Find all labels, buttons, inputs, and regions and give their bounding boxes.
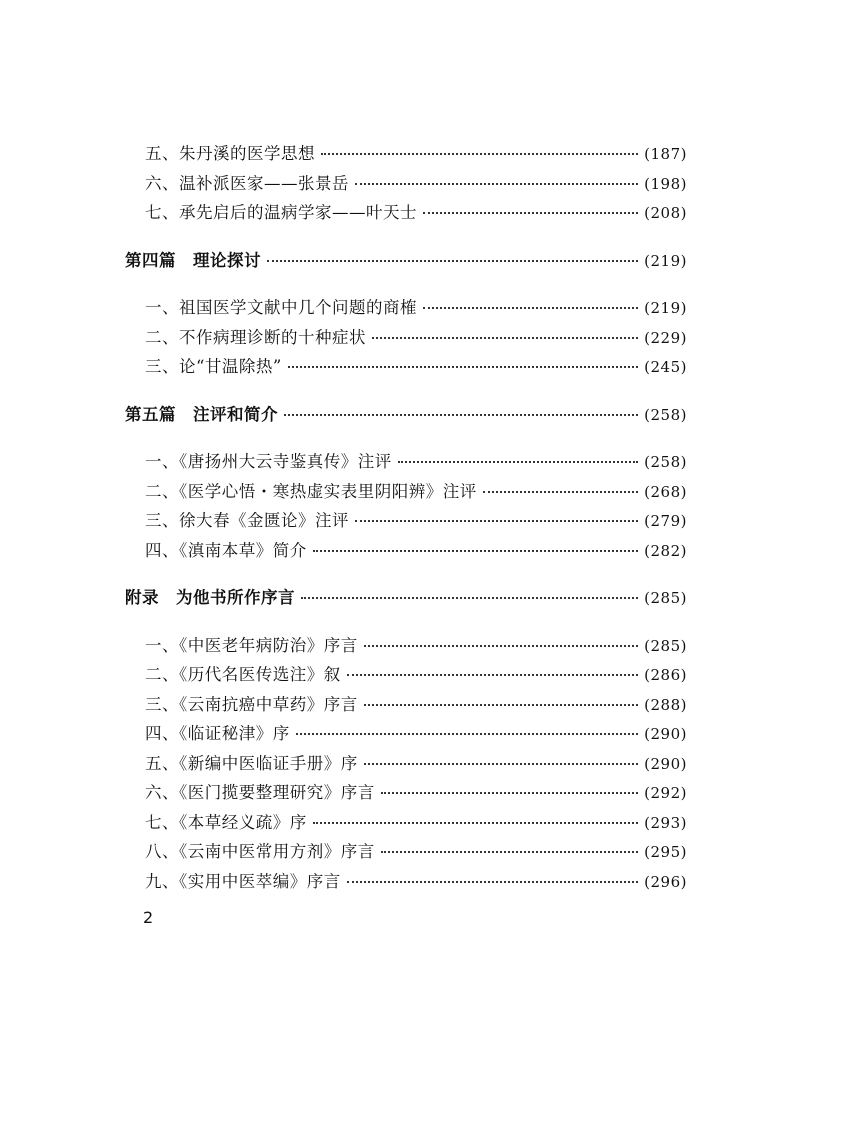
dot-leader — [355, 520, 638, 522]
dot-leader — [364, 763, 638, 765]
toc-entry[interactable] — [125, 691, 687, 721]
toc-entry-page: (296) — [644, 872, 687, 891]
toc-entry[interactable] — [125, 750, 687, 780]
toc-entry-title: 五、朱丹溪的医学思想 — [145, 144, 315, 163]
toc-entry[interactable] — [125, 478, 687, 508]
toc-section-heading[interactable] — [125, 247, 687, 277]
toc-entry-title: 七、承先启后的温病学家——叶天士 — [145, 203, 417, 222]
toc-entry-title: 二、《历代名医传选注》叙 — [145, 665, 341, 684]
dot-leader — [381, 851, 638, 853]
dot-leader — [423, 307, 638, 309]
toc-entry-page: (187) — [644, 145, 687, 163]
dot-leader — [321, 153, 638, 155]
dot-leader — [364, 704, 638, 706]
toc-entry-page: (292) — [644, 784, 687, 802]
dot-leader — [267, 260, 638, 262]
dot-leader — [398, 461, 638, 463]
dot-leader — [364, 645, 638, 647]
toc-entry-page: (285) — [644, 636, 687, 655]
toc-entry-page: (290) — [644, 725, 687, 743]
toc-section-page: (219) — [644, 251, 687, 270]
toc-entry[interactable] — [125, 720, 687, 750]
toc-entry-title: 四、《临证秘津》序 — [145, 724, 290, 743]
toc-entry[interactable] — [125, 170, 687, 200]
toc-entry[interactable] — [125, 353, 687, 383]
dot-leader — [284, 414, 638, 416]
toc-section-heading[interactable] — [125, 584, 687, 614]
toc-entry-page: (219) — [644, 299, 687, 317]
toc-entry-page: (279) — [644, 512, 687, 530]
toc-entry[interactable] — [125, 324, 687, 354]
toc-entry-page: (268) — [644, 482, 687, 501]
toc-entry[interactable] — [125, 294, 687, 324]
toc-entry-title: 一、祖国医学文献中几个问题的商榷 — [145, 298, 417, 317]
dot-leader — [301, 597, 638, 599]
toc-entry-title: 二、《医学心悟・寒热虚实表里阴阳辨》注评 — [145, 481, 477, 501]
dot-leader — [296, 733, 638, 735]
toc-entry-page: (208) — [644, 204, 687, 222]
dot-leader — [313, 550, 638, 552]
toc-entry-title: 六、温补派医家——张景岳 — [145, 173, 349, 193]
toc-entry-page: (198) — [644, 174, 687, 193]
toc-entry[interactable] — [125, 661, 687, 691]
toc-entry-page: (245) — [644, 358, 687, 376]
dot-leader — [313, 822, 638, 824]
toc-entry-page: (295) — [644, 843, 687, 861]
page-number: 2 — [143, 908, 154, 927]
dot-leader — [423, 212, 638, 214]
toc-entry-page: (288) — [644, 695, 687, 714]
toc-entry[interactable] — [125, 838, 687, 868]
toc-entry-title: 四、《滇南本草》简介 — [145, 540, 307, 560]
toc-entry[interactable] — [125, 140, 687, 170]
dot-leader — [381, 792, 638, 794]
toc-entry-page: (290) — [644, 754, 687, 773]
toc-entry[interactable] — [125, 537, 687, 567]
toc-entry[interactable] — [125, 507, 687, 537]
dot-leader — [347, 674, 638, 676]
toc-entry[interactable] — [125, 868, 687, 898]
toc-section-title: 附录 为他书所作序言 — [125, 588, 295, 607]
toc-entry-title: 五、《新编中医临证手册》序 — [145, 753, 358, 773]
dot-leader — [483, 491, 638, 493]
toc-section-heading[interactable] — [125, 401, 687, 431]
toc-entry-title: 一、《中医老年病防治》序言 — [145, 635, 358, 655]
toc-entry-page: (282) — [644, 541, 687, 560]
toc-section-title: 第四篇 理论探讨 — [125, 250, 261, 270]
toc-entry-title: 九、《实用中医萃编》序言 — [145, 871, 341, 891]
toc-entry-title: 三、《云南抗癌中草药》序言 — [145, 694, 358, 714]
dot-leader — [288, 366, 638, 368]
dot-leader — [372, 337, 638, 339]
table-of-contents — [125, 140, 687, 897]
toc-section-title: 第五篇 注评和简介 — [125, 404, 278, 424]
dot-leader — [355, 183, 638, 185]
toc-entry-page: (286) — [644, 666, 687, 684]
toc-entry-title: 三、徐大春《金匮论》注评 — [145, 511, 349, 530]
toc-entry-title: 二、不作病理诊断的十种症状 — [145, 327, 366, 347]
toc-entry-title: 三、论“甘温除热” — [145, 357, 282, 376]
toc-entry-title: 六、《医门揽要整理研究》序言 — [145, 783, 375, 802]
toc-entry-title: 七、《本草经义疏》序 — [145, 812, 307, 832]
dot-leader — [347, 881, 638, 883]
toc-section-page: (285) — [644, 589, 687, 607]
toc-entry-page: (258) — [644, 453, 687, 471]
toc-entry-title: 一、《唐扬州大云寺鉴真传》注评 — [145, 452, 392, 471]
toc-entry[interactable] — [125, 448, 687, 478]
toc-entry[interactable] — [125, 809, 687, 839]
toc-entry[interactable] — [125, 779, 687, 809]
toc-section-page: (258) — [644, 405, 687, 424]
toc-entry-page: (293) — [644, 813, 687, 832]
toc-entry[interactable] — [125, 199, 687, 229]
toc-entry-title: 八、《云南中医常用方剂》序言 — [145, 842, 375, 861]
toc-entry-page: (229) — [644, 328, 687, 347]
toc-entry[interactable] — [125, 632, 687, 662]
